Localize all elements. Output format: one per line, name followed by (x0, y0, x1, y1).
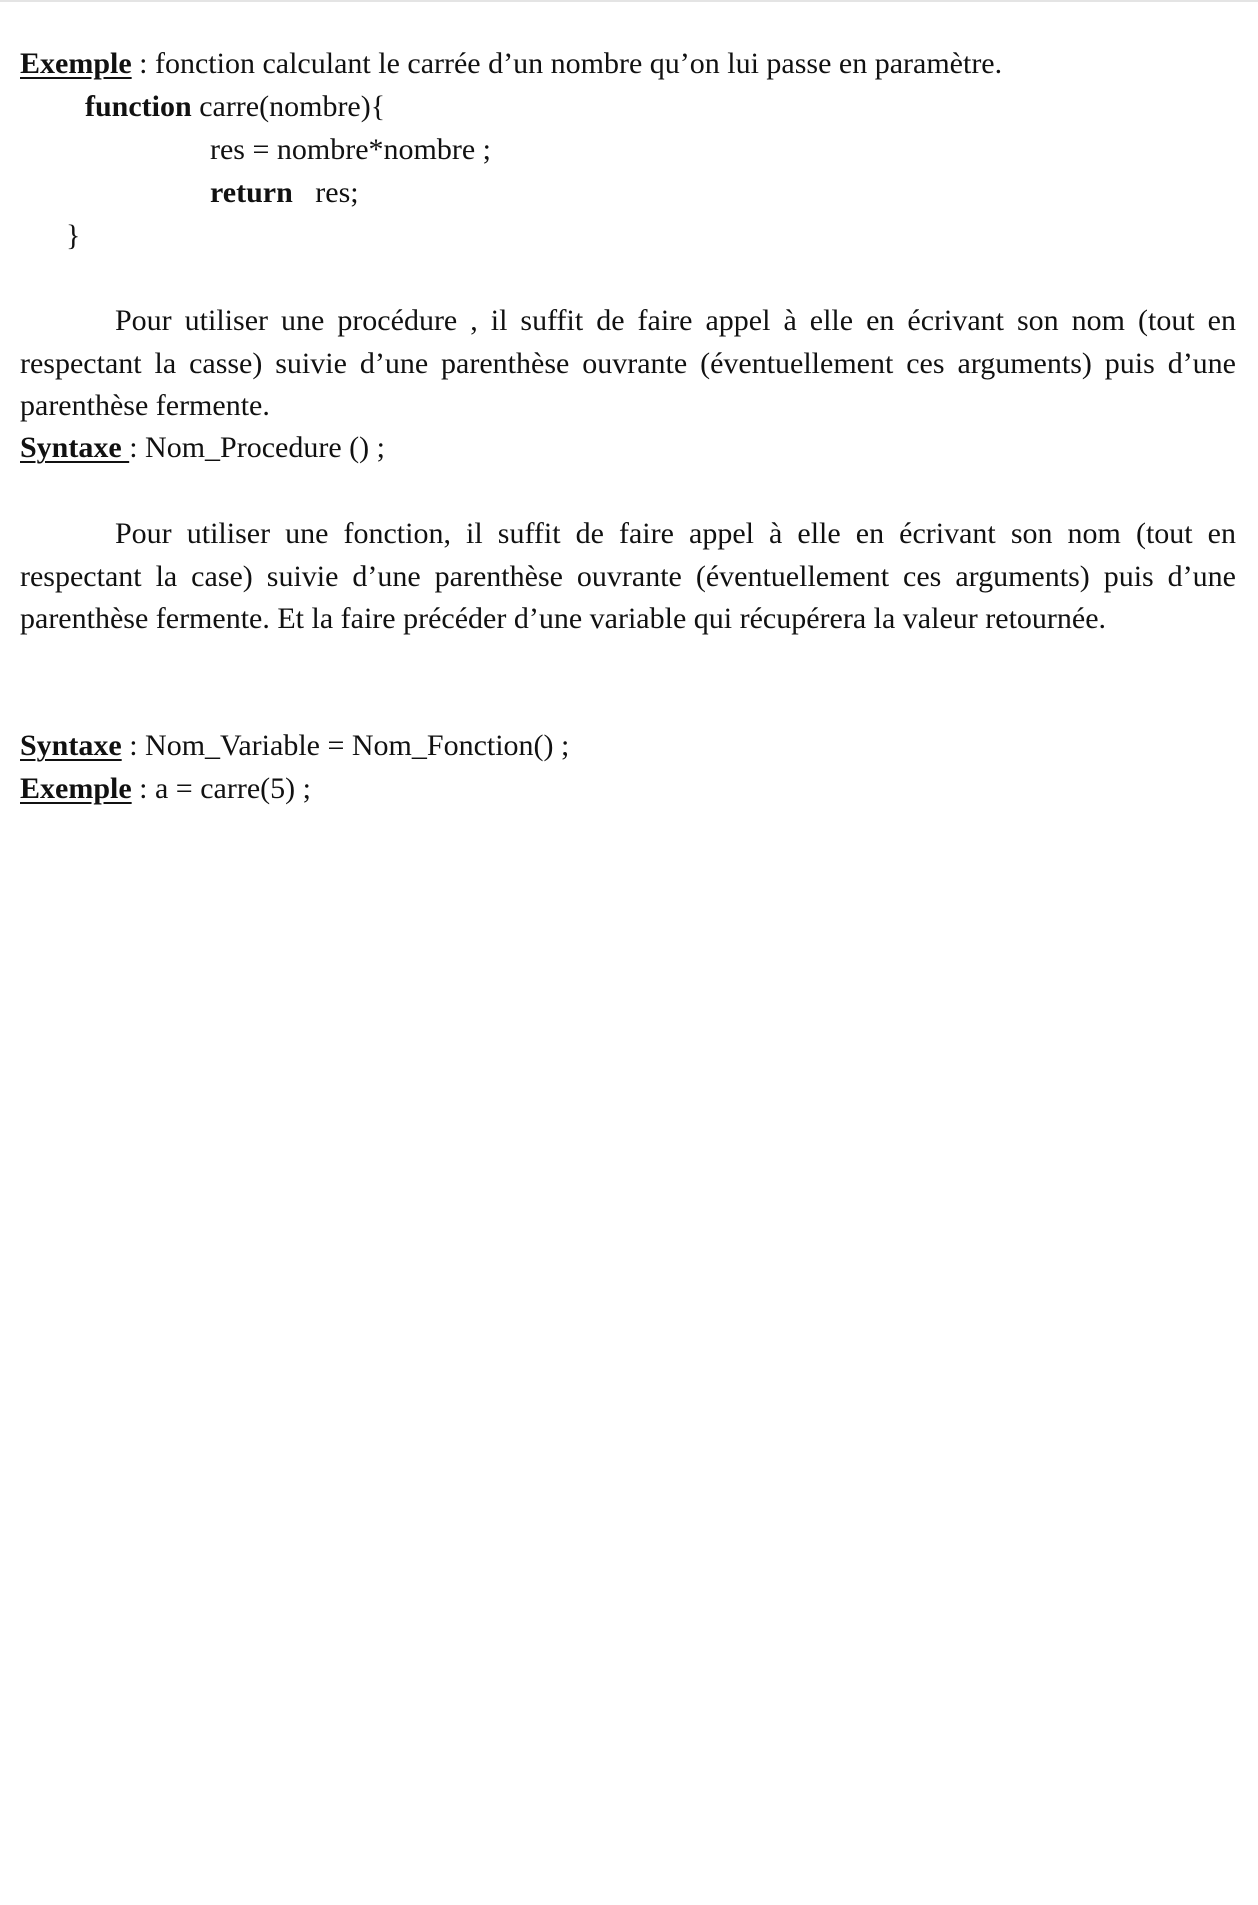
function-paragraph (20, 513, 1236, 641)
example-description: : fonction calculant le carrée d’un nombre qu’on lui passe en paramètre. (131, 47, 1003, 80)
function-syntax-text: : Nom_Variable = Nom_Fonction() ; (121, 729, 570, 762)
function-example-line (20, 769, 311, 809)
code-keyword-return: return (210, 176, 293, 209)
procedure-syntax-line (20, 428, 385, 468)
code-signature-line (85, 87, 385, 127)
procedure-syntax-label: Syntaxe (20, 431, 130, 464)
function-syntax-line (20, 726, 569, 766)
procedure-syntax-text: : Nom_Procedure () ; (129, 431, 385, 464)
code-closing-brace: } (66, 219, 81, 252)
example-heading-line (20, 44, 1002, 84)
code-return-line (210, 173, 359, 213)
function-example-text: : a = carre(5) ; (131, 772, 311, 805)
code-signature: carre(nombre){ (191, 90, 386, 123)
code-res-line: res = nombre*nombre ; (210, 133, 492, 166)
code-return-value: res; (292, 176, 359, 209)
function-example-label: Exemple (20, 772, 132, 805)
page-top-border (0, 0, 1258, 2)
example-label: Exemple (20, 47, 132, 80)
function-paragraph-text: Pour utiliser une fonction, il suffit de faire appel à elle en écrivant son nom (tout en respectant la case) suivie d’une parenthèse ouvrante (éventuellement ces arguments) puis d’une parenthèse fermente. Et la faire précéder d’une variable qui récupérera la valeur retournée. (20, 517, 1236, 635)
function-syntax-label: Syntaxe (20, 729, 122, 762)
code-keyword-function: function (85, 90, 192, 123)
procedure-paragraph (20, 300, 1236, 428)
procedure-paragraph-text: Pour utiliser une procédure , il suffit de faire appel à elle en écrivant son nom (tout en respectant la casse) suivie d’une parenthèse ouvrante (éventuellement ces arguments) puis d’une parenthèse fermente. (20, 304, 1236, 422)
